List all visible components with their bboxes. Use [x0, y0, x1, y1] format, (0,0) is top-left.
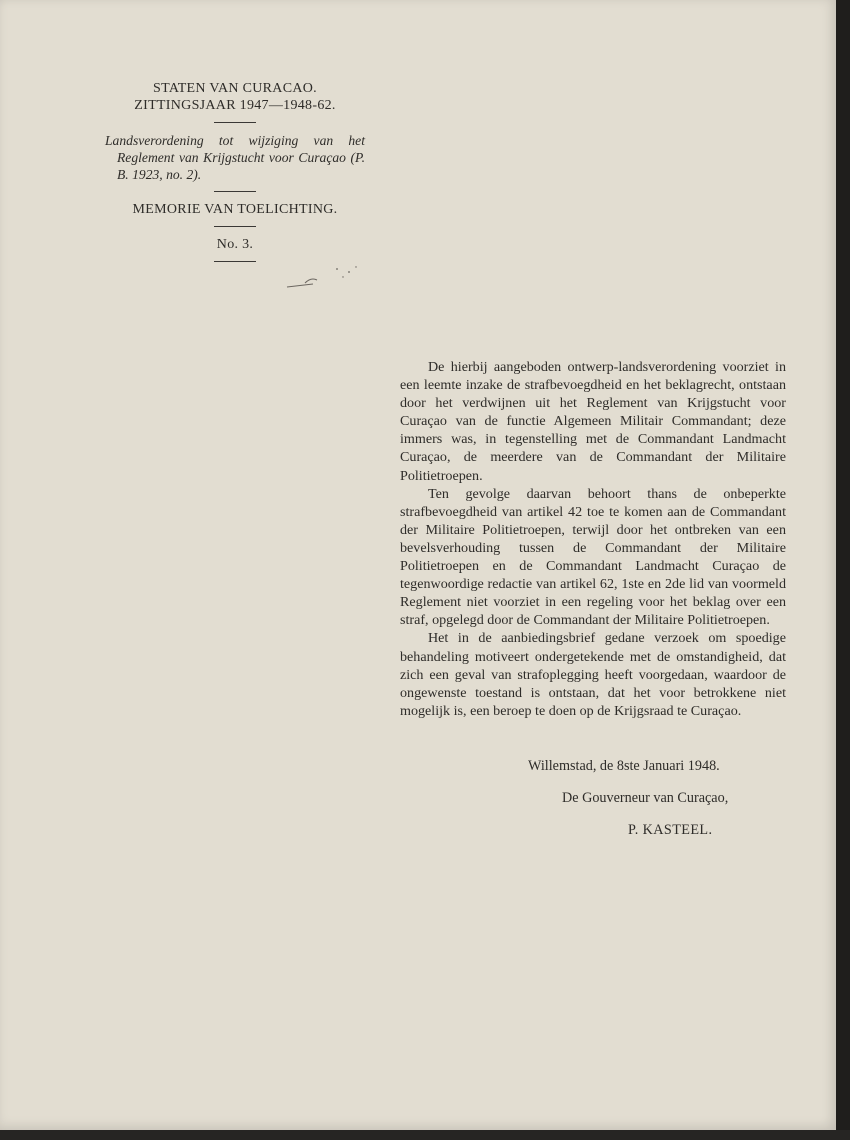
paragraph: Ten gevolge daarvan behoort thans de onbeperkte strafbevoegdheid van artikel 42 toe te komen aan de Commandant der Militaire Politietroepen, terwijl door het ontbreken van een bevelsverhouding tussen de Commandant der Militaire Politietroepen en de Commandant Landmacht Curaçao de tegenwoordige redactie van artikel 62, 1ste en 2de lid van voormeld Reglement niet voorziet in een regeling voor het beklag over een straf, opgelegd door de Commandant der Militaire Politietroepen. [400, 485, 786, 629]
divider [214, 226, 256, 227]
ordinance-subject: Landsverordening tot wijziging van het Reglement van Krijgstucht voor Curaçao (P. B. 1923, no. 2). [105, 133, 365, 182]
scan-edge [0, 1130, 850, 1140]
place-date: Willemstad, de 8ste Januari 1948. [528, 758, 720, 774]
signer-name: P. KASTEEL. [628, 822, 713, 838]
paragraph: Het in de aanbiedingsbrief gedane verzoek om spoedige behandeling motiveert ondergetekende met de omstandigheid, dat zich een geval van strafoplegging heeft voorgedaan, waardoor de ongewenste toestand is ontstaan, dat het voor betrokkene niet mogelijk is, een beroep te doen op de Krijgsraad te Curaçao. [400, 630, 786, 719]
divider [214, 261, 256, 262]
document-type: MEMORIE VAN TOELICHTING. [132, 202, 338, 217]
paragraph: De hierbij aangeboden ontwerp-landsverordening voorziet in een leemte inzake de strafbevoegdheid en het beklagrecht, ontstaan door het verdwijnen uit het Reglement van Krijgstucht voor Curaçao van de functie Algemeen Militair Commandant; deze immers was, in tegenstelling met de Commandant Landmacht Curaçao, de meerdere van de Commandant der Militaire Politietroepen. [400, 359, 786, 484]
document-number: No. 3. [216, 237, 254, 252]
assembly-title: STATEN VAN CURACAO. [153, 81, 317, 96]
session-year: ZITTINGSJAAR 1947—1948-62. [134, 98, 336, 113]
memorandum-body [400, 358, 786, 720]
ink-mark-icon [285, 263, 365, 293]
scan-edge [836, 0, 850, 1140]
divider [214, 191, 256, 192]
document-header [105, 80, 365, 271]
divider [214, 122, 256, 123]
signer-title: De Gouverneur van Curaçao, [562, 790, 729, 806]
